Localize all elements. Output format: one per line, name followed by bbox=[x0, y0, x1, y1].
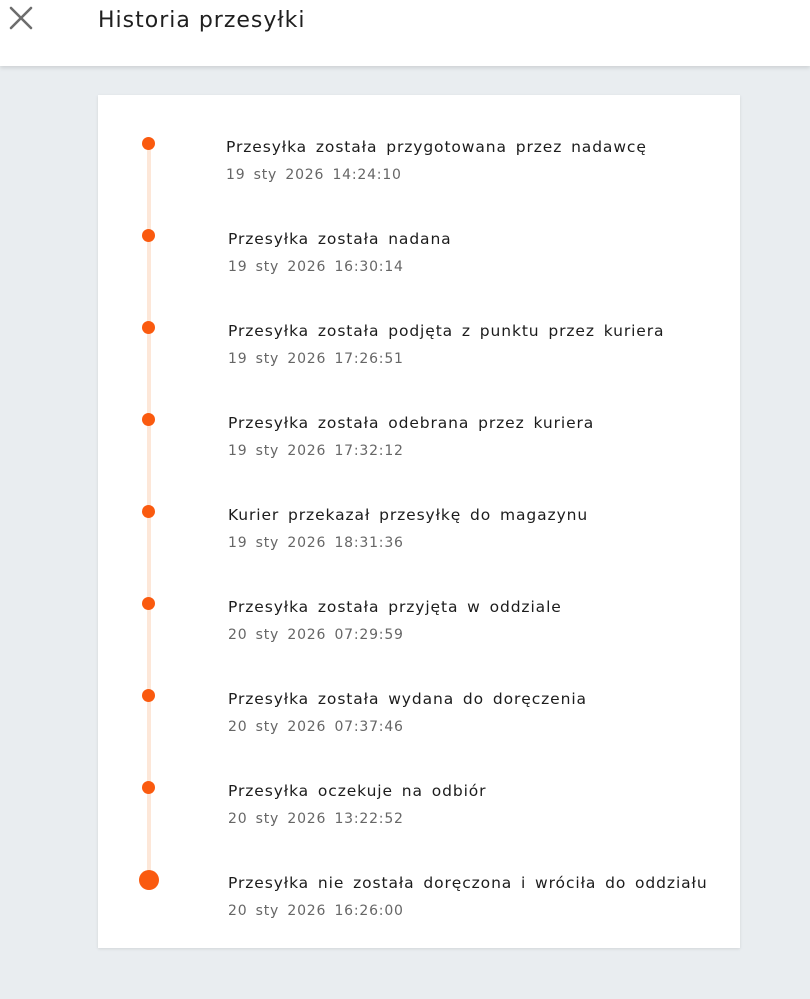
timeline-dot bbox=[142, 413, 155, 426]
event-title: Kurier przekazał przesyłkę do magazynu bbox=[228, 506, 589, 524]
event-time: 20 sty 2026 07:29:59 bbox=[228, 627, 404, 643]
timeline-dot bbox=[142, 781, 155, 794]
event-time: 20 sty 2026 16:26:00 bbox=[228, 903, 404, 919]
event-time: 19 sty 2026 17:26:51 bbox=[228, 351, 404, 367]
timeline-dot bbox=[142, 321, 155, 334]
timeline-event bbox=[98, 647, 740, 735]
page-title: Historia przesyłki bbox=[98, 8, 306, 33]
timeline-dot bbox=[142, 229, 155, 242]
timeline-dot bbox=[142, 137, 155, 150]
event-time: 19 sty 2026 16:30:14 bbox=[228, 259, 404, 275]
timeline-dot bbox=[142, 689, 155, 702]
timeline-event bbox=[98, 279, 740, 367]
event-time: 19 sty 2026 14:24:10 bbox=[226, 167, 402, 183]
timeline-dot bbox=[142, 505, 155, 518]
close-icon bbox=[6, 3, 36, 33]
event-time: 20 sty 2026 07:37:46 bbox=[228, 719, 404, 735]
history-card bbox=[98, 95, 740, 948]
event-title: Przesyłka została podjęta z punktu przez kuriera bbox=[228, 322, 665, 340]
timeline-event bbox=[98, 95, 740, 183]
event-time: 19 sty 2026 17:32:12 bbox=[228, 443, 404, 459]
event-title: Przesyłka została nadana bbox=[228, 230, 452, 248]
event-title: Przesyłka nie została doręczona i wróciła do oddziału bbox=[228, 874, 708, 892]
timeline-event bbox=[98, 371, 740, 459]
event-title: Przesyłka została przyjęta w oddziale bbox=[228, 598, 562, 616]
timeline-dot-current bbox=[139, 870, 159, 890]
timeline-dot bbox=[142, 597, 155, 610]
event-time: 19 sty 2026 18:31:36 bbox=[228, 535, 404, 551]
event-title: Przesyłka została przygotowana przez nadawcę bbox=[226, 138, 647, 156]
timeline-event bbox=[98, 739, 740, 827]
event-title: Przesyłka oczekuje na odbiór bbox=[228, 782, 487, 800]
timeline-event bbox=[98, 555, 740, 643]
top-app-bar bbox=[0, 0, 810, 66]
timeline-event bbox=[98, 463, 740, 551]
close-button[interactable] bbox=[6, 3, 36, 33]
event-time: 20 sty 2026 13:22:52 bbox=[228, 811, 404, 827]
event-title: Przesyłka została odebrana przez kuriera bbox=[228, 414, 595, 432]
timeline-event bbox=[98, 187, 740, 275]
event-title: Przesyłka została wydana do doręczenia bbox=[228, 690, 587, 708]
